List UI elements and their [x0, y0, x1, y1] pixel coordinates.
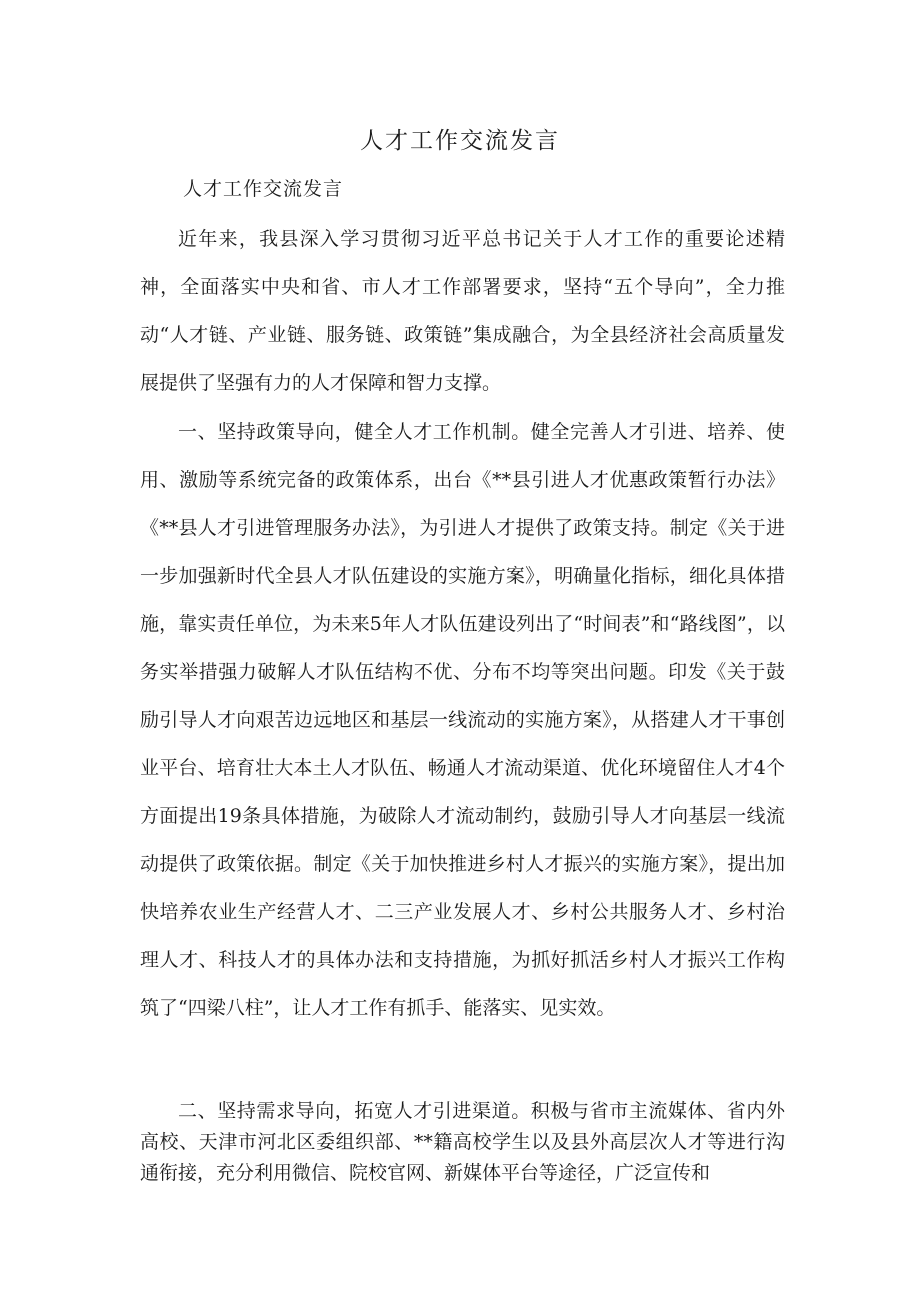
document-title: 人才工作交流发言	[360, 128, 560, 154]
paragraph-policy: 一、坚持政策导向，健全人才工作机制。健全完善人才引进、培养、使用、激励等系统完备的政策体系，出台《**县引进人才优惠政策暂行办法》《**县人才引进管理服务办法》，为引进人才提供了政策支持。制定《关于进一步加强新时代全县人才队伍建设的实施方案》，明确量化指标，细化具体措施，靠实责任单位，为未来5年人才队伍建设列出了“时间表”和“路线图”，以务实举措强力破解人才队伍结构不优、分布不均等突出问题。印发《关于鼓励引导人才向艰苦边远地区和基层一线流动的实施方案》，从搭建人才干事创业平台、培育壮大本土人才队伍、畅通人才流动渠道、优化环境留住人才4个方面提出19条具体措施，为破除人才流动制约，鼓励引导人才向基层一线流动提供了政策依据。制定《关于加快推进乡村人才振兴的实施方案》，提出加快培养农业生产经营人才、二三产业发展人才、乡村公共服务人才、乡村治理人才、科技人才的具体办法和支持措施，为抓好抓活乡村人才振兴工作构筑了“四梁八柱”，让人才工作有抓手、能落实、见实效。	[140, 421, 785, 1019]
paragraph-demand: 二、坚持需求导向，拓宽人才引进渠道。积极与省市主流媒体、省内外高校、天津市河北区委组织部、**籍高校学生以及县外高层次人才等进行沟通衔接，充分利用微信、院校官网、新媒体平台等途径，广泛宣传和	[140, 1100, 785, 1184]
paragraph-intro: 近年来，我县深入学习贯彻习近平总书记关于人才工作的重要论述精神，全面落实中央和省、市人才工作部署要求，坚持“五个导向”，全力推动“人才链、产业链、服务链、政策链”集成融合，为全县经济社会高质量发展提供了坚强有力的人才保障和智力支撑。	[140, 228, 785, 394]
document-subtitle: 人才工作交流发言	[183, 178, 344, 200]
